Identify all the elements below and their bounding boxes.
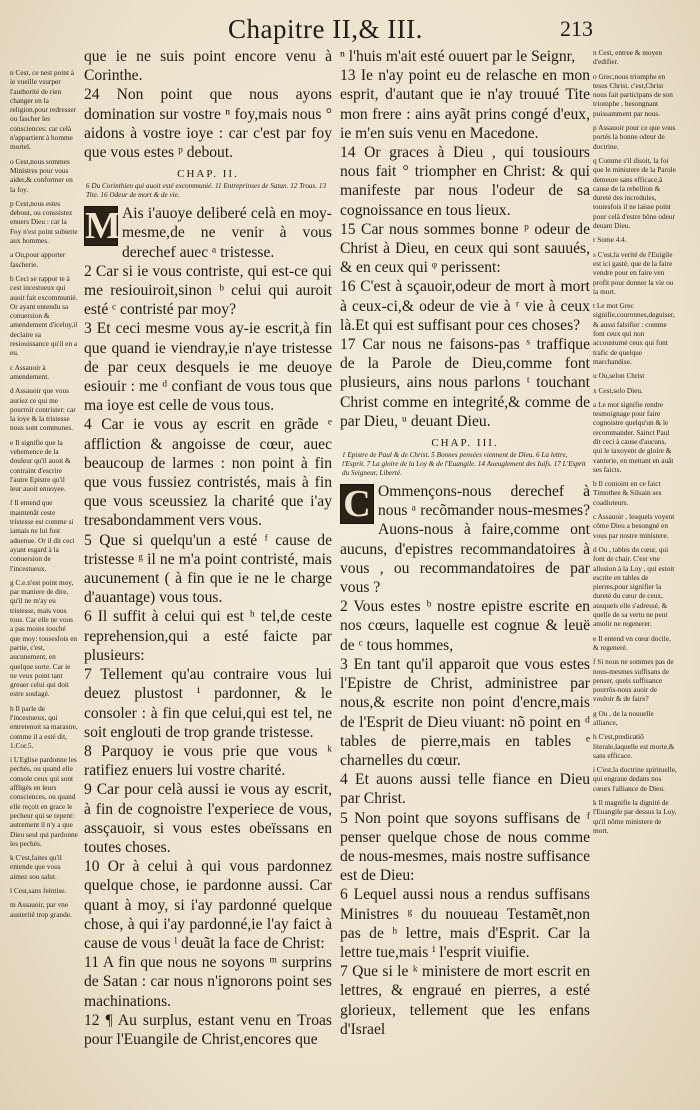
drop-cap-initial: M <box>85 205 121 248</box>
margin-note: h Il parle de l'incestueux, qui entretenoit sa marastre, comme il a esté dit, 1.Cor.5. <box>10 703 78 750</box>
verse-paragraph: 4 Car ie vous ay escrit en grãde ᵉ affliction & angoisse de cœur, auec beaucoup de larmes : non point à fin que vous fussiez contristés, mais à fin que vous sceussiez la charité que i'ay tresabondamment vers vous. <box>84 416 332 530</box>
running-header-title: Chapitre II,& III. <box>228 14 423 44</box>
drop-cap-initial: C <box>340 484 374 524</box>
verse-paragraph: 15 Car nous sommes bonne ᵖ odeur de Christ à Dieu, en ceux qui sont sauués, & en ceux qui ᵠ perissent: <box>340 220 590 277</box>
verse-paragraph: 16 C'est à sçauoir,odeur de mort à mort à ceux-ci,& odeur de vie à ʳ vie à ceux là.Et qui est suffisant pour ces choses? <box>340 278 590 334</box>
margin-note: o Grec,nous triomphe en tesus Christ. c'est,Christ nous fait participans de son triomphe , besongnant puissamment par nous. <box>593 71 673 118</box>
margin-note: c Assauoir , lesquels voyent côme Dieu a besongné en vous par nostre ministere. <box>593 512 675 540</box>
chapter-3-heading: CHAP. III. <box>431 437 499 450</box>
verse-paragraph: 7 Que si le ᵏ ministere de mort escrit en lettres, & engraué en pierres, a esté glorieux, tellement que les enfans d'Israel <box>340 963 590 1038</box>
margin-note: u Ou,selon Christ <box>593 371 645 381</box>
margin-note: b Il conioint en ce faict Timothee & Siluain ses coadiuteurs. <box>593 479 662 507</box>
margin-note: n Cest, entree & moyen d'edifier. <box>593 48 663 67</box>
margin-note: x Cest,selo Dieu. <box>593 385 643 395</box>
margin-note: p Cest,nous estes debout, ou conssistez enuers Dieu : car la Foy n'est point subiette aux hommes. <box>10 198 78 246</box>
margin-note: g C.e.n'est point moy, par maniere de dire, qu'il ne m'ay eu tristesse, mais vous tous. Car elle ne vous a pas moins touché que moy: tousesfois en partie, c'est, aucunement, en quelque sorte. Car ie ne veux point tant greuer celui qui doit estre soulagé. <box>10 577 78 699</box>
margin-note: k Il magnifie la dignité de l'Euangile par dessus la Loy, qu'il nõme ministere de mort. <box>593 798 677 835</box>
verse-paragraph: 17 Car nous ne faisons-pas ˢ traffique de la Parole de Dieu,comme font plusieurs, ains nous parlons ᵗ touchant Christ comme en integrité,& comme de par Dieu, ᵘ deuant Dieu. <box>340 336 590 430</box>
margin-note: o Cest,nous sommes Ministres pour vous aider,& conformer en la foy. <box>10 156 73 194</box>
margin-note: t Le mot Grec signifie,couronnes,deguiser, & aussi falsifier : comme font ceux qui non accoustumé ceux qui font trafic de quelque marchandise. <box>593 301 675 366</box>
margin-note: r Some 4.4. <box>593 235 627 245</box>
margin-note: i C'est,la doctrine spirituelle, qui engraue dedans nos cœurs l'alliance de Dieu. <box>593 765 677 793</box>
right-text-column <box>340 47 590 1102</box>
verse-paragraph: 8 Parquoy ie vous prie que vous ᵏ ratifiez enuers lui vostre charité. <box>84 742 332 780</box>
margin-note: i L'Eglise pardonne les pechés, ou quand elle console ceux qui sont affligés en leurs consciences, ou quand elle reçoit en grace le pecheur qui se repent: autrement il n'y a que Dieu seul qui pardonne les pechés. <box>10 755 78 848</box>
chapter-2-heading: CHAP. II. <box>177 168 239 181</box>
verse-paragraph: ⁿ l'huis m'ait esté ouuert par le Seignr, <box>340 48 576 65</box>
verse-paragraph: 4 Et auons aussi telle fiance en Dieu par Christ. <box>340 771 590 808</box>
verse-paragraph: 6 Il suffit à celui qui est ʰ tel,de ceste reprehension,qui a esté faicte par plusieurs: <box>84 608 332 664</box>
verse-paragraph: 5 Que si quelqu'un a esté ᶠ cause de tristesse ᵍ il ne m'a point contristé, mais aucunement ( à fin que ie ne le charge d'auantage) vous tous. <box>84 531 332 607</box>
verse-paragraph: 2 Vous estes ᵇ nostre epistre escrite en nos cœurs, laquelle est cognue & leuë de ᶜ tous hommes, <box>340 598 590 654</box>
margin-note: n Cest, ce nest point à ie vueille vsurper l'authorité de rien changer en la religion,pour redresser ou fascher les consciences: car celà n'appartient à homme mortel. <box>10 68 77 152</box>
verse-paragraph: 3 En tant qu'il apparoit que vous estes l'Epistre de Christ, administree par nous,& escrite non point d'encre,mais de l'Esprit de Dieu viuant: nõ point en ᵈ tables de pierre,mais en tables ᵉ charnelles du cœur. <box>340 655 590 769</box>
page-number: 213 <box>560 16 593 41</box>
chapter-3-opening <box>340 482 590 597</box>
margin-note: m Assauoir, par vne austerité trop grande. <box>10 900 72 919</box>
verse-paragraph: 3 Et ceci mesme vous ay-ie escrit,à fin que quand ie viendray,ie n'aye tristesse de par ceux desquels ie me deuoye esiouir : me ᵈ confiant de vous tous que ma ioye est celle de vous tous. <box>84 320 332 415</box>
left-margin-notes <box>10 68 78 1088</box>
margin-note: p Assauoir pour ce que vous portés la bonne odeur de doctrine. <box>593 123 676 151</box>
verse-paragraph: 6 Lequel aussi nous a rendus suffisans Ministres ᵍ du nouueau Testamẽt,non pas de ʰ lettre, mais d'Esprit. Car la lettre tue,mais ⁱ l'esprit viuifie. <box>340 886 590 961</box>
margin-note: f Si nous ne sommes pas de nous-mesmes suffisans de penser, quels suffisance pourrõs-nous auoir de vouloir & de faire? <box>593 657 674 704</box>
margin-note: s C'est,la verité de l'Euigile est ici gasté, que de la faire vendre pour en faire ven profit pour donner la vie ou la mort. <box>593 249 674 296</box>
margin-note: l Cest,sans feintise. <box>10 886 67 896</box>
margin-note: a Le mot signifie rendre tesmoignage pour faire cognoistre quelqu'un & le recommander. Sainct Paul dit ceci à cause d'aucuns, qui le taxoyent de gloire & vanterie, en mettant en auãt ses faicts. <box>593 399 674 474</box>
margin-note: e Il entend vn cœur docile, & regeneré. <box>593 633 671 652</box>
verse-paragraph: 2 Car si ie vous contriste, qui est-ce qui me resiouiroit,sinon ᵇ celui qui auroit esté ᶜ contristé par moy? <box>84 262 332 319</box>
verse-paragraph: 24 Non point que nous ayons domination sur vostre ⁿ foy,mais nous ° aidons à vostre ioye : car c'est par foy que vous estes ᵖ debout. <box>84 86 332 162</box>
margin-note: d Ou , tables du cœur, qui font de chair. C'est vne allusion à la Loy , qui estoit escrite en tables de pierres,pour signifier la dureté du cœur de ceux, ausquels elle s'adressé, & quelle de sa vertu ne peut amolir ne regenerer. <box>593 544 675 629</box>
margin-note: a Ou,pour apporter fascherie. <box>10 250 66 269</box>
right-margin-notes <box>593 48 677 1088</box>
chapter-3-summary: 1 Epistre de Paul & de Christ. 5 Bonnes pensées viennent de Dieu. 6 La lettre, l'Esprit. 7 La gloire de la Loy & de l'Euangile. 14 Aueuglement des Iuifs. 17 L'Esprit du Seigneur, Liberté. <box>342 451 586 478</box>
margin-note: g Ou , de la nouuelle alliance, <box>593 708 654 727</box>
opening-text: Ais i'auoye deliberé celà en moy-mesme,de ne venir à vous derechef auec ᵃ tristesse. <box>122 205 332 261</box>
opening-text: Ommençons-nous derechef à nous ᵃ recõmander nous-mesmes? Auons-nous à faire,comme ont aucuns, d'epistres recommandatoires à vous , ou recommandatoires de par vous ? <box>340 483 590 597</box>
margin-note: d Assauoir que vous auriez ce qui me pourroit contrister: car la ioye & la tristesse nous sont communes. <box>10 386 76 433</box>
margin-note: e Il signifie que la vehemence de la douleur qu'il auoit & contraint d'escrire l'autre Epistre qu'il leur auoit enuoyee. <box>10 437 71 494</box>
verse-paragraph: 5 Non point que soyons suffisans de ᶠ penser quelque chose de nous comme de nous-mesmes, mais nostre suffisance est de Dieu: <box>340 809 590 885</box>
verse-paragraph: 9 Car pour celà aussi ie vous ay escrit, à fin de cognoistre l'experiece de vous, assçauoir, si vous estes obeïssans en toutes choses. <box>84 781 332 856</box>
verse-paragraph: 7 Tellement qu'au contraire vous lui deuez plustost ⁱ pardonner, & le consoler : à fin que celui,qui est tel, ne soit englouti de trop grande tristesse. <box>84 666 332 741</box>
verse-paragraph: 14 Or graces à Dieu , qui tousiours nous fait ° triompher en Christ: & qui manifeste par nous l'odeur de sa cognoissance en tous lieux. <box>340 144 590 219</box>
margin-note: q Comme s'il disoit, la foi que le ministere de la Parole demeure sans efficace,à cause de la rebellion & dureté des incredules, toutesfois il ne laisse point pour celà d'estre bõne odeur deuant Dieu. <box>593 155 676 231</box>
verse-paragraph: 13 Ie n'ay point eu de relasche en mon esprit, d'autant que ie n'ay trouué Tite mon frere : ains ayãt prins congé d'eux, ie m'en suis venu en Macedone. <box>340 67 590 142</box>
margin-note: k C'est,faites qu'il entende que vous aimez sou salut. <box>10 853 62 881</box>
margin-note: b Ceci se rappor te à cest incestueux qui auoit fait excommunié. Or ayant entendu sa conuersion & amendement d'iceluy,il declaire sa resiouissance qu'il en a eu. <box>10 273 78 358</box>
margin-note: c Assauoir à amendement. <box>10 362 50 381</box>
verse-paragraph: 12 ¶ Au surplus, estant venu en Troas pour l'Euangile de Christ,encores que <box>84 1011 332 1048</box>
margin-note: f Il entend que maintenãt ceste tristesse est comme si iamais ne lui fust aduenue. Or il dit ceci ayant esgard à la conuersion de l'incestueux. <box>10 498 75 573</box>
verse-paragraph: que ie ne suis point encore venu à Corinthe. <box>84 48 332 85</box>
verse-paragraph: 10 Or à celui à qui vous pardonnez quelque chose, ie pardonne aussi. Car quant à moy, si i'ay pardonné quelque chose, à qui i'ay pardonné,ie l'ay faict à cause de vous ˡ deuãt la face de Christ: <box>84 858 332 952</box>
margin-note: h C'est,predicatiõ literale,laquelle est morte,& sans efficace. <box>593 732 675 760</box>
chapter-2-summary: 6 Du Corinthien qui auoit esté excommunié. 11 Entreprinses de Satan. 12 Troas. 13 Tite. 16 Odeur de mort & de vie. <box>86 182 327 200</box>
verse-paragraph: 11 A fin que nous ne soyons ᵐ surprins de Satan : car nous n'ignorons point ses machinations. <box>84 954 332 1010</box>
chapter-2-opening <box>84 204 332 262</box>
left-text-column <box>84 47 332 1102</box>
